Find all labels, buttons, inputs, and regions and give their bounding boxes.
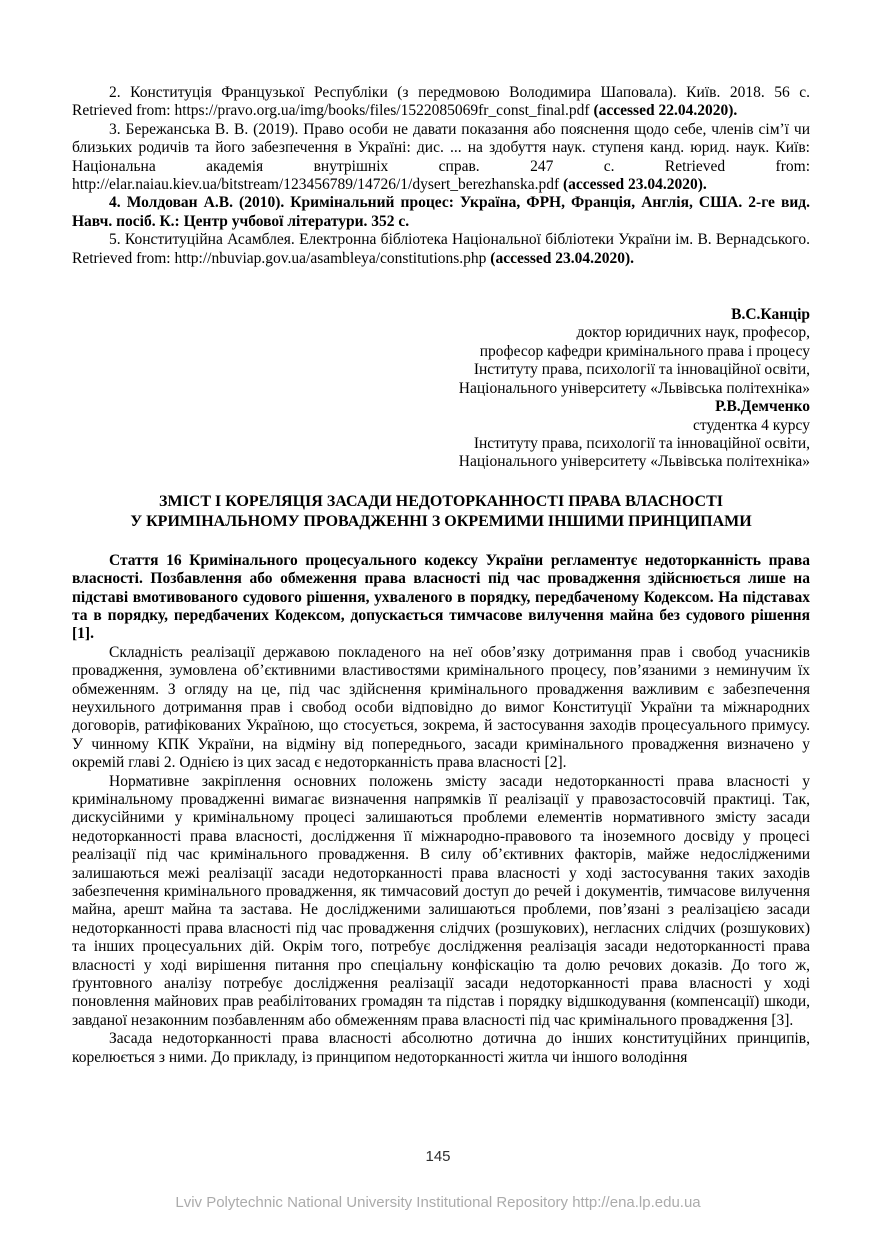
article-title-line-1: ЗМІСТ І КОРЕЛЯЦІЯ ЗАСАДИ НЕДОТОРКАННОСТІ ПРАВА ВЛАСНОСТІ (159, 492, 723, 510)
author-affiliation-line: Інституту права, психології та інноваційної освіти, (473, 434, 810, 452)
author-affiliation-line: доктор юридичних наук, професор, (576, 324, 810, 342)
author-block (72, 306, 810, 472)
paragraph-body: Засада недоторканності права власності абсолютно дотична до інших конституційних принципів, корелюється з ними. До прикладу, із принципом недоторканності житла чи іншого володіння (72, 1030, 810, 1066)
article-title (72, 492, 810, 532)
reference-text-bold: 4. Молдован А.В. (2010). Кримінальний процес: Україна, ФРН, Франція, Англія, США. 2-ге вид. Навч. посіб. К.: Центр учбової літератури. 352 с. (72, 194, 810, 230)
author-affiliation-line: студентка 4 курсу (693, 416, 810, 434)
article-title-line-2: У КРИМІНАЛЬНОМУ ПРОВАДЖЕННІ З ОКРЕМИМИ ІНШИМИ ПРИНЦИПАМИ (130, 512, 752, 530)
reference-accessed-date: (accessed 22.04.2020). (593, 102, 738, 120)
reference-text: 2. Конституція Французької Республіки (з передмовою Володимира Шаповала). Київ. 2018. 56 с. Retrieved from: https://pravo.org.ua/img/books/files/1522085069fr_const_final.pdf (72, 84, 810, 120)
paragraph-body: Складність реалізації державою покладеного на неї обов’язку дотримання прав і свобод учасників провадження, зумовлена об’єктивними властивостями кримінального процесу, пов’язаними з неминучим їх обмеженням. З огляду на це, під час здійснення кримінального провадження важливим є забезпечення неухильного дотримання прав і свобод особи відповідно до вимог Конституції України та міжнародних договорів, ратифікованих Україною, що стосується, зокрема, й застосування заходів процесуального примусу. У чинному КПК України, на відміну від попереднього, засади кримінального провадження визначено у окремій главі 2. Однією із цих засад є недоторканність права власності [2]. (72, 643, 810, 772)
reference-accessed-date: (accessed 23.04.2020). (490, 249, 635, 267)
reference-item-3 (72, 121, 810, 195)
reference-item-4 (72, 194, 810, 231)
repository-footer-note: Lviv Polytechnic National University Institutional Repository http://ena.lp.edu.ua (175, 1194, 701, 1211)
author-affiliation-line: Національного університету «Львівська політехніка» (458, 453, 810, 471)
reference-text: 3. Бережанська В. В. (2019). Право особи не давати показання або пояснення щодо себе, членів сім’ї чи близьких родичів та його забезпечення в Україні: дис. ... на здобуття наук. ступеня канд. юрид. наук. Київ: Національна академія внутрішніх справ. 247 с. Retrieved from: http://elar.naiau.kiev.ua/bitstream/123456789/14726/1/dysert_berezhanska.pdf (72, 120, 810, 194)
author-affiliation-line: Інституту права, психології та інноваційної освіти, (473, 361, 810, 379)
author-affiliation-line: Національного університету «Львівська політехніка» (458, 379, 810, 397)
author-affiliation-line: професор кафедри кримінального права і процесу (479, 342, 810, 360)
paragraph-body: Нормативне закріплення основних положень змісту засади недоторканності права власності у кримінальному провадженні вимагає визначення напрямків її реалізації у правозастосовчій практиці. Так, дискусійними у кримінальному процесі залишаються проблеми елементів нормативного змісту засади недоторканності права власності, дослідження її міжнародно-правового та іноземного досвіду у процесі реалізації під час кримінального провадження. В силу об’єктивних факторів, майже недослідженими залишаються межі реалізації засади недоторканності права власності у ході застосування таких заходів забезпечення кримінального провадження, як тимчасовий доступ до речей і документів, тимчасове вилучення майна, арешт майна та застава. Не дослідженими залишаються проблеми, пов’язані з реалізацією засади недоторканності права власності під час провадження слідчих (розшукових), негласних слідчих (розшукових) та інших процесуальних дій. Окрім того, потребує дослідження реалізація засади недоторканності права власності у ході вирішення питання про спеціальну конфіскацію та долю речових доказів. До того ж, ґрунтовного аналізу потребує дослідження реалізації засади недоторканності права власності у ході поновлення майнових прав реабілітованих громадян та підстав і порядку відшкодування (компенсації) шкоди, завданої незаконним позбавленням або обмеженням права власності під час кримінального провадження [3]. (72, 772, 810, 1029)
page-content (72, 84, 810, 1067)
reference-item-5 (72, 231, 810, 268)
reference-item-2 (72, 84, 810, 121)
author-name: В.С.Канцір (731, 306, 810, 324)
paragraph-lead-bold: Стаття 16 Кримінального процесуального кодексу України регламентує недоторканність права власності. Позбавлення або обмеження права власності під час провадження здійснюється лише на підставі вмотивованого судового рішення, ухваленого в порядку, передбаченому Кодексом. На підставах та в порядку, передбачених Кодексом, допускається тимчасове вилучення майна без судового рішення [1]. (72, 551, 810, 643)
reference-accessed-date: (accessed 23.04.2020). (563, 176, 707, 194)
page-number: 145 (425, 1148, 451, 1165)
reference-text: 5. Конституційна Асамблея. Електронна бібліотека Національної бібліотеки України ім. В. Вернадського. Retrieved from: http://nbuviap.gov.ua/asambleya/constitutions.php (72, 231, 810, 267)
author-name: Р.В.Демченко (715, 398, 810, 416)
